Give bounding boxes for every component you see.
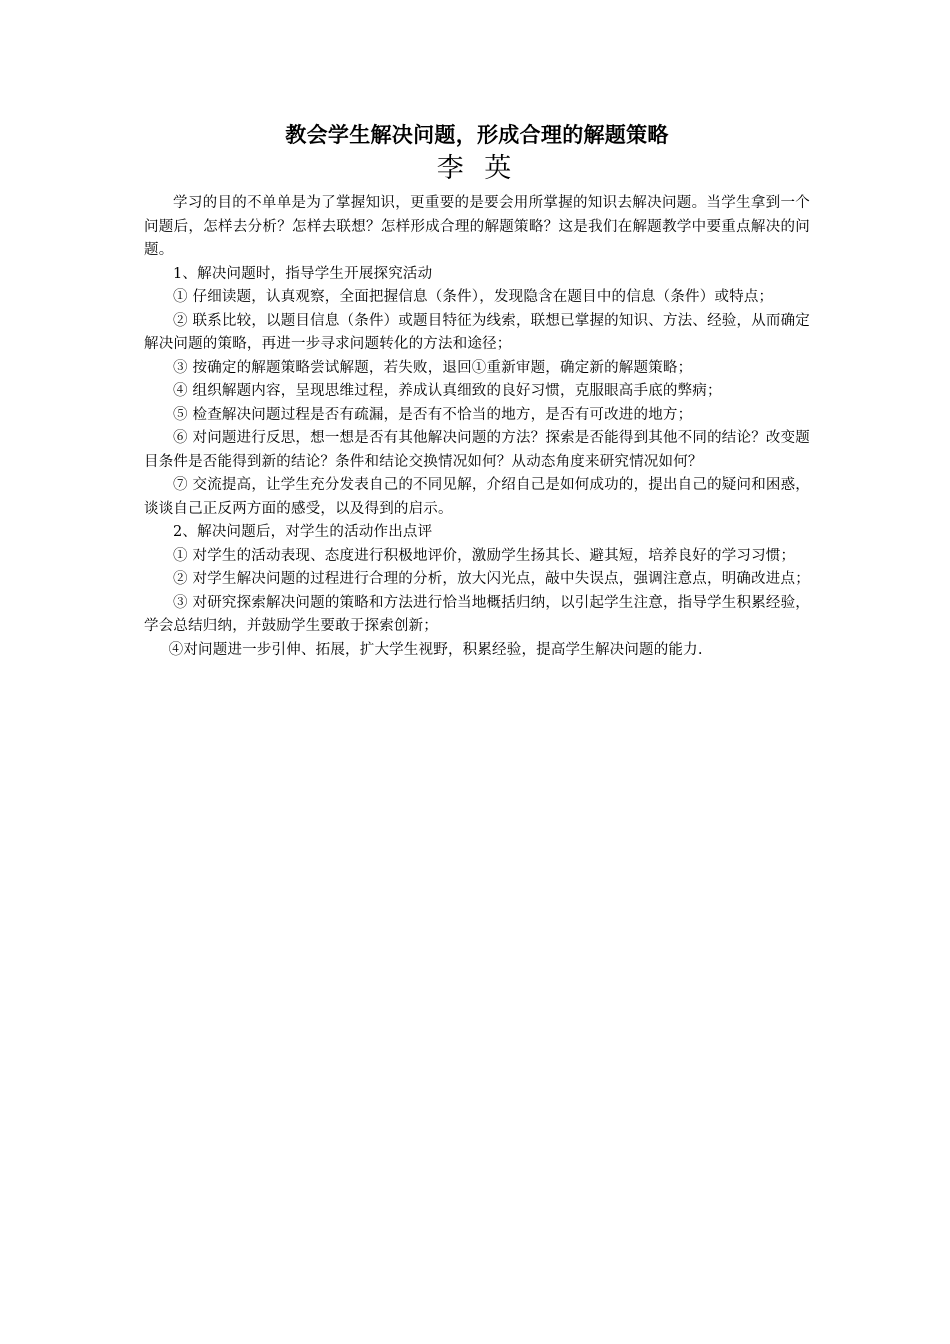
section-heading-2: 2、解决问题后，对学生的活动作出点评: [173, 524, 433, 540]
list-item: ③ 按确定的解题策略尝试解题，若失败，退回①重新审题，确定新的解题策略；: [173, 359, 693, 376]
list-item: ③ 对研究探索解决问题的策略和方法进行恰当地概括归纳，以引起学生注意，指导学生积累经验，学会总结归纳，并鼓励学生要敢于探索创新；: [144, 594, 810, 634]
list-item: ④对问题进一步引伸、拓展，扩大学生视野，积累经验，提高学生解决问题的能力.: [168, 641, 703, 658]
document-author: 李 英: [436, 153, 518, 184]
list-item: ⑥ 对问题进行反思，想一想是否有其他解决问题的方法？探索是否能得到其他不同的结论？改变题目条件是否能得到新的结论？条件和结论交换情况如何？从动态角度来研究情况如何？: [144, 430, 810, 470]
intro-paragraph: 学习的目的不单单是为了掌握知识，更重要的是要会用所掌握的知识去解决问题。当学生拿到一个问题后，怎样去分析？怎样去联想？怎样形成合理的解题策略？这是我们在解题教学中要重点解决的问题。: [144, 195, 810, 258]
section-heading-1: 1、解决问题时，指导学生开展探究活动: [173, 265, 433, 282]
list-item: ④ 组织解题内容，呈现思维过程，养成认真细致的良好习惯，克服眼高手底的弊病；: [173, 383, 722, 399]
list-item: ② 对学生解决问题的过程进行合理的分析，放大闪光点，敲中失误点，强调注意点，明确改进点；: [173, 571, 810, 587]
list-item: ⑤ 检查解决问题过程是否有疏漏，是否有不恰当的地方，是否有可改进的地方；: [173, 406, 693, 423]
document-page: [144, 118, 810, 662]
document-title: 教会学生解决问题，形成合理的解题策略: [285, 123, 669, 147]
list-item: ② 联系比较，以题目信息（条件）或题目特征为线索，联想已掌握的知识、方法、经验，从而确定解决问题的策略，再进一步寻求问题转化的方法和途径；: [144, 312, 810, 352]
list-item: ⑦ 交流提高，让学生充分发表自己的不同见解，介绍自己是如何成功的，提出自己的疑问和困惑，谈谈自己正反两方面的感受，以及得到的启示。: [144, 477, 810, 517]
list-item: ① 对学生的活动表现、态度进行积极地评价，激励学生扬其长、避其短，培养良好的学习习惯；: [173, 547, 796, 564]
list-item: ① 仔细读题，认真观察，全面把握信息（条件），发现隐含在题目中的信息（条件）或特点；: [173, 289, 774, 305]
